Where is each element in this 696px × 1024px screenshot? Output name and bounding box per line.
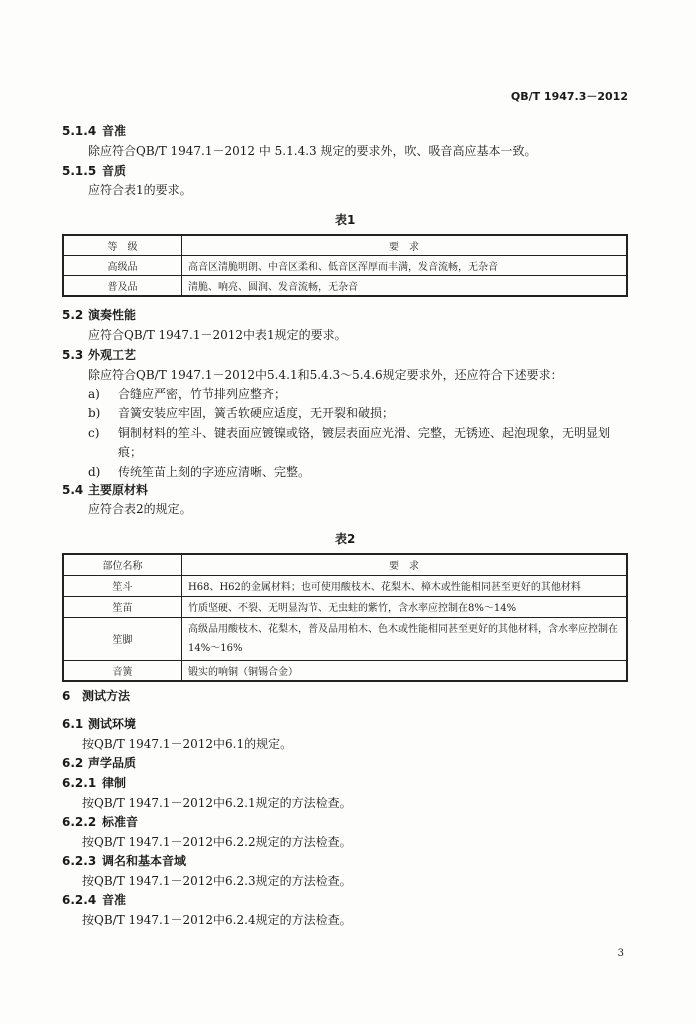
table-caption: 表2 bbox=[335, 532, 356, 546]
section-number: 5.1.4 bbox=[62, 124, 97, 138]
table-cell: 笙苗 bbox=[63, 596, 182, 617]
paragraph: 按QB/T 1947.1－2012中6.2.1规定的方法检查。 bbox=[82, 796, 352, 810]
paragraph: 除应符合QB/T 1947.1－2012 中 5.1.4.3 规定的要求外，吹、吸音高应基本一致。 bbox=[88, 144, 537, 158]
section-number: 6.2.1 bbox=[62, 776, 97, 790]
table-header-row bbox=[63, 235, 627, 256]
list-marker: d) bbox=[88, 465, 101, 479]
paragraph: 应符合表1的要求。 bbox=[88, 183, 192, 197]
section-title: 音质 bbox=[102, 164, 127, 178]
table-cell: 高音区清脆明朗、中音区柔和、低音区浑厚而丰满，发音流畅，无杂音 bbox=[182, 256, 628, 276]
section-title: 演奏性能 bbox=[88, 308, 137, 322]
paragraph: 除应符合QB/T 1947.1－2012中5.4.1和5.4.3～5.4.6规定要求外，还应符合下述要求： bbox=[88, 368, 563, 382]
section-number: 5.3 bbox=[62, 348, 84, 362]
list-marker: a) bbox=[88, 387, 100, 401]
table-header-cell: 要 求 bbox=[182, 554, 628, 575]
section-number: 6.2 bbox=[62, 756, 84, 770]
list-marker: c) bbox=[88, 426, 100, 440]
list-text: 铜制材料的笙斗、键表面应镀镍或铬，镀层表面应光滑、完整，无锈迹、起泡现象，无明显划 bbox=[118, 426, 611, 440]
list-text: 音簧安装应牢固，簧舌软硬应适度，无开裂和破损； bbox=[118, 406, 395, 420]
section-title: 测试环境 bbox=[88, 717, 137, 731]
section-number: 5.4 bbox=[62, 483, 84, 497]
table-2 bbox=[62, 553, 628, 682]
list-text: 传统笙苗上刻的字迹应清晰、完整。 bbox=[118, 465, 311, 479]
section-title: 外观工艺 bbox=[88, 348, 137, 362]
section-heading-5-1-4 bbox=[62, 122, 126, 139]
page-number: 3 bbox=[617, 948, 624, 959]
table-cell: 清脆、响亮、圆润、发音流畅，无杂音 bbox=[182, 276, 628, 297]
document-header: QB/T 1947.3－2012 bbox=[510, 90, 628, 103]
paragraph: 按QB/T 1947.1－2012中6.2.4规定的方法检查。 bbox=[82, 913, 352, 927]
section-title: 音准 bbox=[102, 124, 127, 138]
paragraph: 应符合表2的规定。 bbox=[88, 502, 192, 516]
section-title: 标准音 bbox=[102, 815, 139, 829]
section-heading-6-2-3 bbox=[62, 852, 186, 869]
table-row bbox=[63, 256, 627, 276]
list-item bbox=[88, 463, 310, 480]
list-text-continuation: 痕； bbox=[118, 445, 143, 459]
paragraph: 按QB/T 1947.1－2012中6.1的规定。 bbox=[82, 737, 293, 751]
section-title: 主要原材料 bbox=[88, 483, 149, 497]
table-cell: 高级品 bbox=[63, 256, 182, 276]
section-number: 6.2.2 bbox=[62, 815, 97, 829]
section-number: 5.2 bbox=[62, 308, 84, 322]
table-cell: 高级品用酸枝木、花梨木，普及品用柏木、色木或性能相同甚至更好的其他材料，含水率应控制在14%～16% bbox=[182, 617, 628, 660]
section-heading-6-2-2 bbox=[62, 813, 138, 830]
section-number: 6.1 bbox=[62, 717, 84, 731]
table-row bbox=[63, 660, 627, 681]
section-number: 6 bbox=[62, 689, 71, 703]
table-row bbox=[63, 617, 627, 660]
table-header-row bbox=[63, 554, 627, 575]
section-heading-5-4 bbox=[62, 481, 148, 498]
table-row bbox=[63, 575, 627, 596]
table-cell: 笙斗 bbox=[63, 575, 182, 596]
section-heading-6 bbox=[62, 687, 130, 704]
list-text: 合缝应严密，竹节排列应整齐； bbox=[118, 387, 287, 401]
list-item bbox=[88, 404, 394, 421]
section-number: 5.1.5 bbox=[62, 164, 97, 178]
section-title: 律制 bbox=[102, 776, 127, 790]
section-heading-6-1 bbox=[62, 715, 136, 732]
section-number: 6.2.3 bbox=[62, 854, 97, 868]
table-row bbox=[63, 596, 627, 617]
table-cell: 普及品 bbox=[63, 276, 182, 297]
list-item bbox=[88, 424, 610, 441]
table-header-cell: 等 级 bbox=[63, 235, 182, 256]
section-heading-6-2-1 bbox=[62, 774, 126, 791]
paragraph: 按QB/T 1947.1－2012中6.2.2规定的方法检查。 bbox=[82, 835, 352, 849]
table-cell: 竹质坚硬、不裂、无明显沟节、无虫蛀的紫竹，含水率应控制在8%～14% bbox=[182, 596, 628, 617]
table-row bbox=[63, 276, 627, 297]
section-title: 调名和基本音域 bbox=[102, 854, 187, 868]
table-cell: 锻实的响铜（铜锡合金） bbox=[182, 660, 628, 681]
table-cell: 笙脚 bbox=[63, 617, 182, 660]
paragraph: 按QB/T 1947.1－2012中6.2.3规定的方法检查。 bbox=[82, 874, 352, 888]
section-title: 声学品质 bbox=[88, 756, 137, 770]
section-heading-6-2 bbox=[62, 754, 136, 771]
paragraph: 应符合QB/T 1947.1－2012中表1规定的要求。 bbox=[88, 328, 347, 342]
table-cell: 音簧 bbox=[63, 660, 182, 681]
section-number: 6.2.4 bbox=[62, 893, 97, 907]
section-heading-6-2-4 bbox=[62, 891, 126, 908]
section-heading-5-1-5 bbox=[62, 162, 126, 179]
list-item bbox=[88, 385, 286, 402]
section-heading-5-3 bbox=[62, 346, 136, 363]
list-marker: b) bbox=[88, 406, 101, 420]
table-cell: H68、H62的金属材料；也可使用酸枝木、花梨木、樟木或性能相同甚至更好的其他材料 bbox=[182, 575, 628, 596]
table-header-cell: 部位名称 bbox=[63, 554, 182, 575]
section-title: 音准 bbox=[102, 893, 127, 907]
table-1 bbox=[62, 234, 628, 297]
section-heading-5-2 bbox=[62, 306, 136, 323]
table-caption: 表1 bbox=[335, 213, 356, 227]
table-header-cell: 要 求 bbox=[182, 235, 628, 256]
section-title: 测试方法 bbox=[82, 689, 131, 703]
